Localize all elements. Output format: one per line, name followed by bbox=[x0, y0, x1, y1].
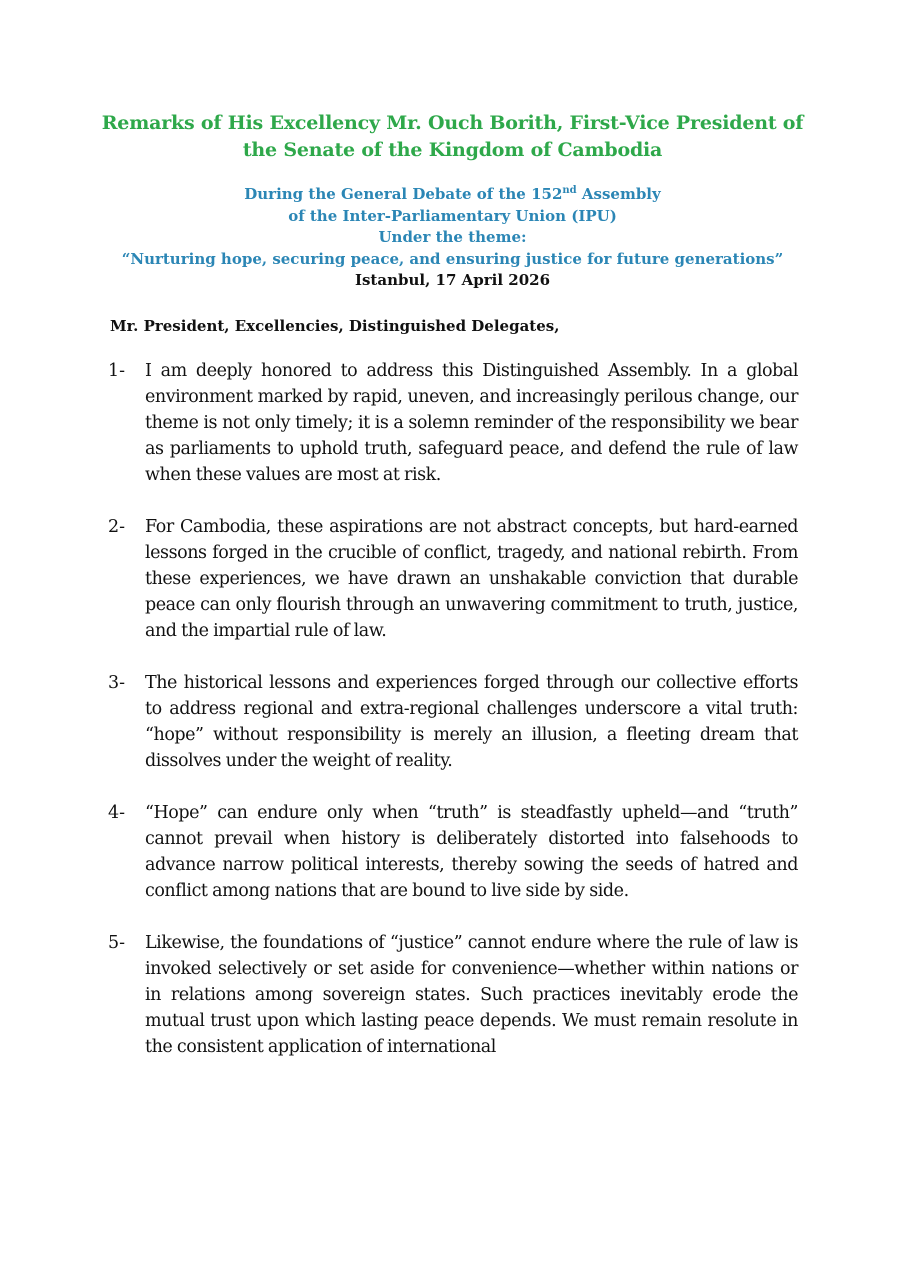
paragraph-number: 3- bbox=[108, 673, 126, 693]
paragraph-item bbox=[108, 670, 798, 774]
paragraph-number: 1- bbox=[108, 361, 126, 381]
paragraph-number: 4- bbox=[108, 803, 126, 823]
salutation: Mr. President, Excellencies, Distinguished Delegates, bbox=[110, 317, 560, 335]
subheader-line-2: of the Inter-Parliamentary Union (IPU) bbox=[288, 206, 617, 225]
paragraph-item bbox=[108, 800, 798, 904]
paragraph-text: Likewise, the foundations of “justice” cannot endure where the rule of law is invoked selectively or set aside for convenience—whether within nations or in relations among sovereign states. Such practices inevitably erode the mutual trust upon which lasting peace depends. We must remain resolute in the consistent application of international bbox=[145, 933, 798, 1057]
speech-title bbox=[60, 110, 845, 164]
paragraph-text: I am deeply honored to address this Distinguished Assembly. In a global environment marked by rapid, uneven, and increasingly perilous change, our theme is not only timely; it is a solemn reminder of the responsibility we bear as parliaments to uphold truth, safeguard peace, and defend the rule of law when these values are most at risk. bbox=[145, 361, 798, 485]
assembly-prefix: During the General Debate of the 152 bbox=[244, 185, 563, 203]
paragraph-item bbox=[108, 358, 798, 488]
assembly-suffix: Assembly bbox=[576, 185, 661, 203]
subheader-line-3: Under the theme: bbox=[378, 228, 527, 246]
theme-quote: “Nurturing hope, securing peace, and ensuring justice for future generations” bbox=[121, 249, 784, 268]
paragraph-text: For Cambodia, these aspirations are not abstract concepts, but hard-earned lessons forged in the crucible of conflict, tragedy, and national rebirth. From these experiences, we have drawn an unshakable conviction that durable peace can only flourish through an unwavering commitment to truth, justice, and the impartial rule of law. bbox=[145, 517, 798, 641]
title-line-2: the Senate of the Kingdom of Cambodia bbox=[242, 139, 663, 161]
subheader-line-1 bbox=[60, 184, 845, 206]
ordinal-suffix: nd bbox=[562, 185, 577, 196]
paragraph-number: 5- bbox=[108, 933, 126, 953]
numbered-paragraphs bbox=[108, 358, 798, 1086]
paragraph-item bbox=[108, 514, 798, 644]
paragraph-text: “Hope” can endure only when “truth” is steadfastly upheld—and “truth” cannot prevail when history is deliberately distorted into falsehoods to advance narrow political interests, thereby sowing the seeds of hatred and conflict among nations that are bound to live side by side. bbox=[145, 803, 798, 901]
title-line-1: Remarks of His Excellency Mr. Ouch Borith, First-Vice President of bbox=[101, 112, 804, 134]
paragraph-text: The historical lessons and experiences forged through our collective efforts to address regional and extra-regional challenges underscore a vital truth: “hope” without responsibility is merely an illusion, a fleeting dream that dissolves under the weight of reality. bbox=[145, 673, 798, 771]
speech-subheader bbox=[60, 184, 845, 292]
dateline: Istanbul, 17 April 2026 bbox=[354, 271, 551, 289]
paragraph-number: 2- bbox=[108, 517, 126, 537]
paragraph-item bbox=[108, 930, 798, 1060]
